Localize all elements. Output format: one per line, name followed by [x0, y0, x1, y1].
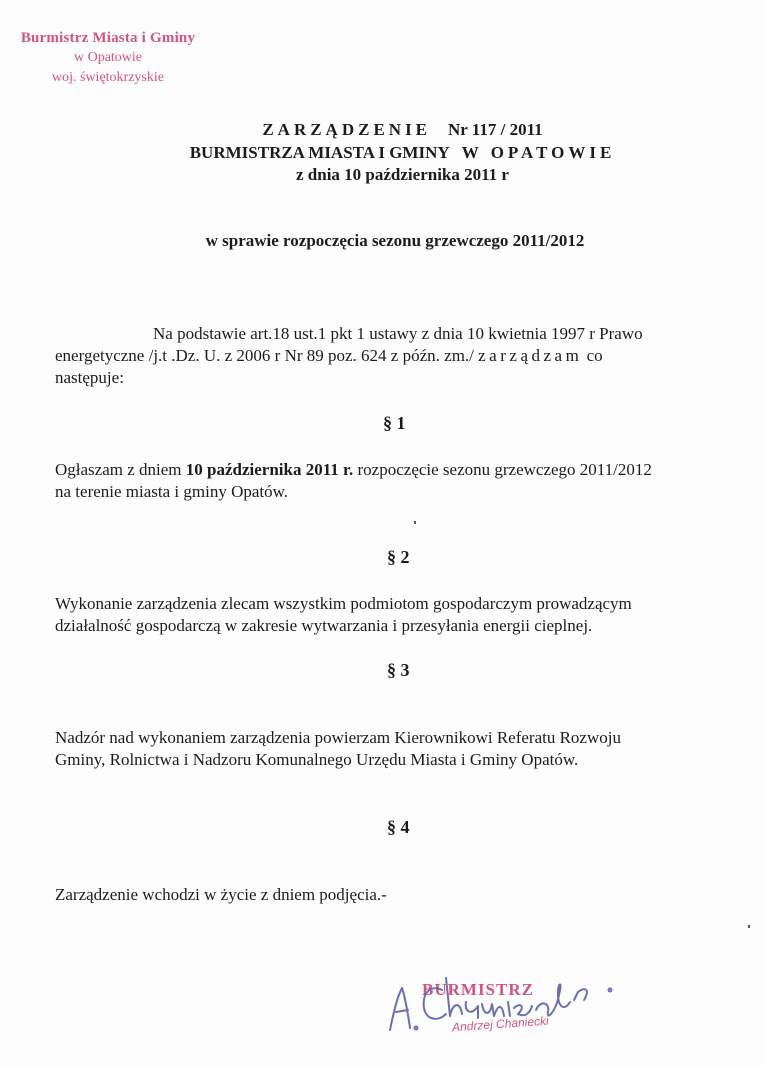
stamp-line-2: w Opatowie [73, 50, 143, 65]
authority-part-a: BURMISTRZA MIASTA I GMINY [189, 143, 450, 162]
intro-paragraph [55, 323, 745, 389]
section-2-line-2: działalność gospodarczą w zakresie wytwarzania i przesyłania energii cieplnej. [55, 616, 593, 635]
title-word: ZARZĄDZENIE [262, 120, 432, 139]
section-1-text-a: Ogłaszam z dniem [55, 460, 186, 479]
intro-line-1: Na podstawie art.18 ust.1 pkt 1 ustawy z dnia 10 kwietnia 1997 r Prawo [153, 324, 643, 343]
intro-line-2b: zarządzam [478, 346, 583, 365]
section-3-text [55, 727, 745, 771]
document-authority [20, 142, 765, 164]
section-1-line-2: na terenie miasta i gminy Opatów. [55, 482, 289, 501]
authority-part-b: W OPATOWIE [461, 143, 616, 162]
section-3-sign: § 3 [387, 660, 410, 680]
title-number: Nr 117 / 2011 [448, 120, 543, 139]
signature-stamp-name: Andrzej Chaniecki [451, 1013, 550, 1035]
intro-line-2c: co [582, 346, 603, 365]
section-2-text [55, 593, 745, 637]
section-2-sign: § 2 [387, 547, 410, 567]
section-2-line-1: Wykonanie zarządzenia zlecam wszystkim podmiotom gospodarczym prowadzącym [55, 594, 632, 613]
scan-speck [414, 521, 416, 524]
section-1-sign: § 1 [383, 413, 406, 433]
signature-stamp-title: BURMISTRZ [422, 980, 534, 999]
stamp-line-1: Burmistrz Miasta i Gminy [20, 30, 196, 46]
document-title [20, 119, 765, 141]
document-date: z dnia 10 października 2011 r [296, 165, 509, 184]
section-1-date: 10 października 2011 r. [185, 460, 354, 479]
section-1-text [55, 459, 745, 503]
document-subject: w sprawie rozpoczęcia sezonu grzewczego 2011/2012 [205, 231, 585, 250]
office-stamp [8, 28, 208, 88]
handwritten-signature [380, 960, 650, 1040]
section-4-line-1: Zarządzenie wchodzi w życie z dniem podjęcia.- [55, 885, 387, 904]
section-3-line-2: Gminy, Rolnictwa i Nadzoru Komunalnego Urzędu Miasta i Gminy Opatów. [55, 750, 579, 769]
scan-speck [748, 925, 750, 928]
intro-line-2a: energetyczne /j.t .Dz. U. z 2006 r Nr 89 poz. 624 z późn. zm./ [55, 346, 479, 365]
section-3-line-1: Nadzór nad wykonaniem zarządzenia powierzam Kierownikowi Referatu Rozwoju [55, 728, 621, 747]
stamp-line-3: woj. świętokrzyskie [52, 70, 164, 85]
intro-line-3: następuje: [55, 368, 124, 387]
section-4-text [55, 884, 745, 906]
section-4-sign: § 4 [387, 817, 410, 837]
signature-block [380, 960, 650, 1040]
section-1-text-b: rozpoczęcie sezonu grzewczego 2011/2012 [353, 460, 652, 479]
